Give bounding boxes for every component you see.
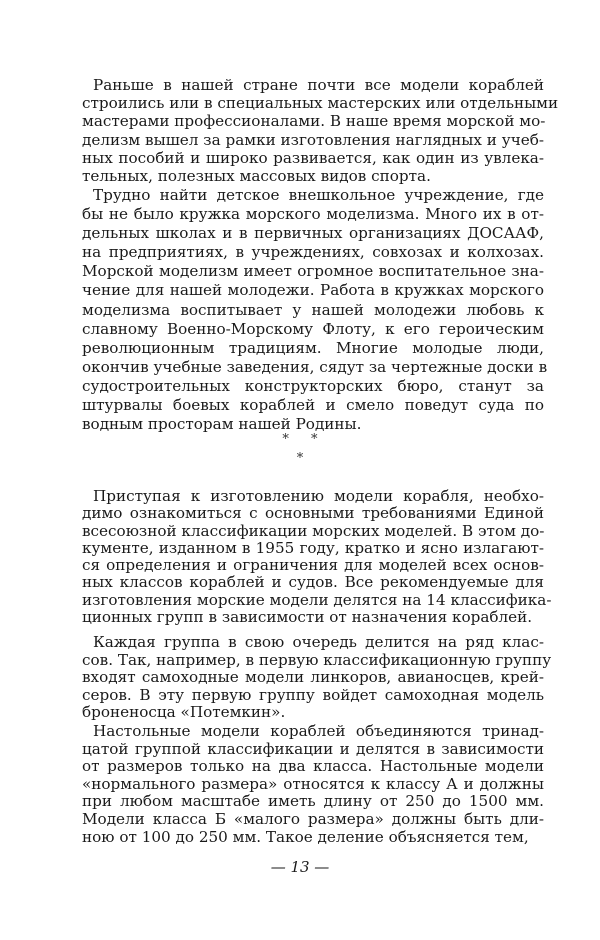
- text-line: окончив учебные заведения, сядут за чертежные доски в: [82, 357, 548, 376]
- page-number: — 13 —: [270, 858, 330, 876]
- text-line: ною от 100 до 250 мм. Такое деление объясняется тем,: [82, 827, 529, 846]
- paragraph-table-models: [82, 723, 544, 846]
- text-line: славному Военно-Морскому Флоту, к его героическим: [82, 319, 544, 338]
- text-line: от размеров только на два класса. Настольные модели: [82, 757, 544, 776]
- text-line: при любом масштабе иметь длину от 250 до 1500 мм.: [82, 792, 544, 811]
- text-line: на предприятиях, в учреждениях, совхозах и колхозах.: [82, 243, 544, 262]
- text-line: Настольные модели кораблей объединяются тринад-: [93, 722, 544, 740]
- text-line: судостроительных конструкторских бюро, станут за: [82, 376, 544, 395]
- text-line: всесоюзной классификации морских моделей. В этом до-: [82, 521, 545, 540]
- text-line: цатой группой классификации и делятся в зависимости: [82, 739, 544, 758]
- text-line: димо ознакомиться с основными требованиями Единой: [82, 504, 544, 523]
- section-separator-bottom: *: [296, 451, 304, 466]
- text-line: серов. В эту первую группу войдет самоходная модель: [82, 685, 544, 704]
- text-line: входят самоходные модели линкоров, авианосцев, крей-: [82, 668, 544, 687]
- text-line: водным просторам нашей Родины.: [82, 415, 362, 434]
- text-line: Приступая к изготовлению модели корабля, необхо-: [93, 487, 544, 505]
- paragraph-clubs: [82, 186, 548, 434]
- text-line: ных классов кораблей и судов. Все рекомендуемые для: [82, 573, 544, 592]
- text-line: ционных групп в зависимости от назначения кораблей.: [82, 608, 533, 627]
- text-line: делизм вышел за рамки изготовления наглядных и учеб-: [82, 130, 544, 149]
- text-line: ся определения и ограничения для моделей всех основ-: [82, 556, 544, 575]
- text-line: кументе, изданном в 1955 году, кратко и ясно излагают-: [82, 538, 544, 557]
- paragraph-groups: [82, 633, 552, 722]
- text-line: дельных школах и в первичных организациях ДОСААФ,: [82, 224, 544, 243]
- text-line: Раньше в нашей стране почти все модели кораблей: [93, 76, 544, 94]
- text-line: сов. Так, например, в первую классификационную группу: [82, 650, 552, 669]
- text-line: изготовления морские модели делятся на 14 классифика-: [82, 590, 552, 609]
- text-line: «нормального размера» относятся к классу А и должны: [82, 774, 544, 793]
- text-line: Модели класса Б «малого размера» должны быть дли-: [82, 809, 544, 828]
- text-line: революционным традициям. Многие молодые люди,: [82, 338, 544, 357]
- text-line: чение для нашей молодежи. Работа в кружках морского: [82, 281, 544, 300]
- section-separator-top: * *: [282, 432, 318, 447]
- text-line: тельных, полезных массовых видов спорта.: [82, 167, 431, 186]
- text-line: броненосца «Потемкин».: [82, 703, 286, 722]
- text-line: строились или в специальных мастерских или отдельными: [82, 94, 559, 113]
- text-line: моделизма воспитывает у нашей молодежи любовь к: [82, 300, 544, 319]
- paragraph-classification: [82, 487, 552, 627]
- text-line: Трудно найти детское внешкольное учреждение, где: [93, 186, 544, 204]
- text-line: Каждая группа в свою очередь делится на ряд клас-: [93, 633, 544, 651]
- text-line: штурвалы боевых кораблей и смело поведут суда по: [82, 396, 544, 415]
- text-line: Морской моделизм имеет огромное воспитательное зна-: [82, 262, 544, 281]
- text-line: бы не было кружка морского моделизма. Много их в от-: [82, 205, 544, 224]
- paragraph-history: [82, 76, 559, 186]
- text-line: мастерами профессионалами. В наше время морской мо-: [82, 112, 546, 131]
- text-line: ных пособий и широко развивается, как один из увлека-: [82, 148, 544, 167]
